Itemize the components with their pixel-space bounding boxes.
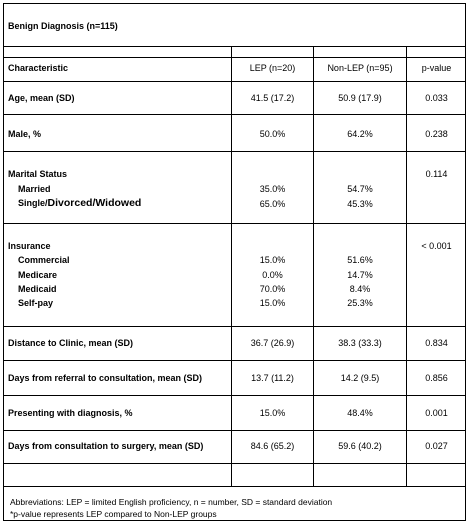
rule xyxy=(4,395,465,396)
row-label: Male, % xyxy=(8,129,42,139)
cell-nonlep: 14.7% xyxy=(347,270,373,280)
table-title: Benign Diagnosis (n=115) xyxy=(8,21,118,31)
rule xyxy=(4,223,465,224)
footnote-pvalue: *p-value represents LEP compared to Non-LEP groups xyxy=(10,509,217,519)
rule xyxy=(4,430,465,431)
cell-pvalue: 0.033 xyxy=(425,93,448,103)
rule xyxy=(4,326,465,327)
cell-nonlep: 38.3 (33.3) xyxy=(338,338,382,348)
cell-nonlep: 8.4% xyxy=(349,284,371,294)
rule xyxy=(4,46,465,47)
cell-pvalue: 0.001 xyxy=(425,408,448,418)
rule xyxy=(4,463,465,464)
cell-lep: 41.5 (17.2) xyxy=(250,93,295,103)
footnote-abbreviations: Abbreviations: LEP = limited English proficiency, n = number, SD = standard deviation xyxy=(10,497,333,507)
rule xyxy=(4,151,465,152)
cell-nonlep: 14.2 (9.5) xyxy=(340,373,380,383)
cell-lep: 0.0% xyxy=(262,270,283,280)
row-label: Insurance xyxy=(8,241,51,251)
cell-pvalue: 0.856 xyxy=(425,373,448,383)
benign-diagnosis-table xyxy=(3,3,466,521)
cell-pvalue: < 0.001 xyxy=(421,241,452,251)
cell-pvalue: 0.834 xyxy=(425,338,448,348)
cell-lep: 15.0% xyxy=(259,298,286,308)
cell-pvalue: 0.238 xyxy=(425,129,448,139)
cell-nonlep: 50.9 (17.9) xyxy=(338,93,382,103)
cell-lep: 15.0% xyxy=(259,408,286,418)
label-part: Single/ xyxy=(18,198,48,208)
row-label: Presenting with diagnosis, % xyxy=(8,408,133,418)
cell-pvalue: 0.027 xyxy=(425,441,448,451)
cell-lep: 13.7 (11.2) xyxy=(251,373,294,383)
column-divider xyxy=(406,46,407,486)
rule xyxy=(4,81,465,82)
cell-nonlep: 59.6 (40.2) xyxy=(338,441,382,451)
cell-lep: 70.0% xyxy=(259,284,286,294)
rule xyxy=(4,114,465,115)
cell-lep: 50.0% xyxy=(259,129,286,139)
sub-row-label: Medicare xyxy=(18,270,58,280)
rule xyxy=(4,57,465,58)
row-label: Age, mean (SD) xyxy=(8,93,75,103)
cell-pvalue: 0.114 xyxy=(425,169,448,179)
header-characteristic: Characteristic xyxy=(8,63,69,73)
rule xyxy=(4,486,465,487)
sub-row-label: Self-pay xyxy=(18,298,54,308)
sub-row-label: Medicaid xyxy=(18,284,57,294)
header-nonlep: Non-LEP (n=95) xyxy=(327,63,393,73)
cell-lep: 84.6 (65.2) xyxy=(250,441,295,451)
cell-nonlep: 25.3% xyxy=(347,298,373,308)
cell-lep: 35.0% xyxy=(259,184,286,194)
column-divider xyxy=(313,46,314,486)
sub-row-label: Commercial xyxy=(18,255,70,265)
cell-lep: 36.7 (26.9) xyxy=(250,338,295,348)
row-label: Days from consultation to surgery, mean (SD) xyxy=(8,441,204,451)
row-label: Distance to Clinic, mean (SD) xyxy=(8,338,134,348)
cell-nonlep: 54.7% xyxy=(347,184,373,194)
cell-lep: 15.0% xyxy=(259,255,286,265)
cell-lep: 65.0% xyxy=(259,199,286,209)
cell-nonlep: 51.6% xyxy=(347,255,373,265)
header-lep: LEP (n=20) xyxy=(249,63,296,73)
label-part: Divorced/Widowed xyxy=(47,197,142,209)
cell-nonlep: 64.2% xyxy=(347,129,373,139)
header-pvalue: p-value xyxy=(421,63,452,73)
column-divider xyxy=(231,46,232,486)
row-label: Marital Status xyxy=(8,169,68,179)
sub-row-label: Married xyxy=(18,184,51,194)
cell-nonlep: 48.4% xyxy=(347,408,373,418)
row-label: Days from referral to consultation, mean (SD) xyxy=(8,373,203,383)
rule xyxy=(4,360,465,361)
cell-nonlep: 45.3% xyxy=(347,199,373,209)
sub-row-label xyxy=(18,198,141,209)
